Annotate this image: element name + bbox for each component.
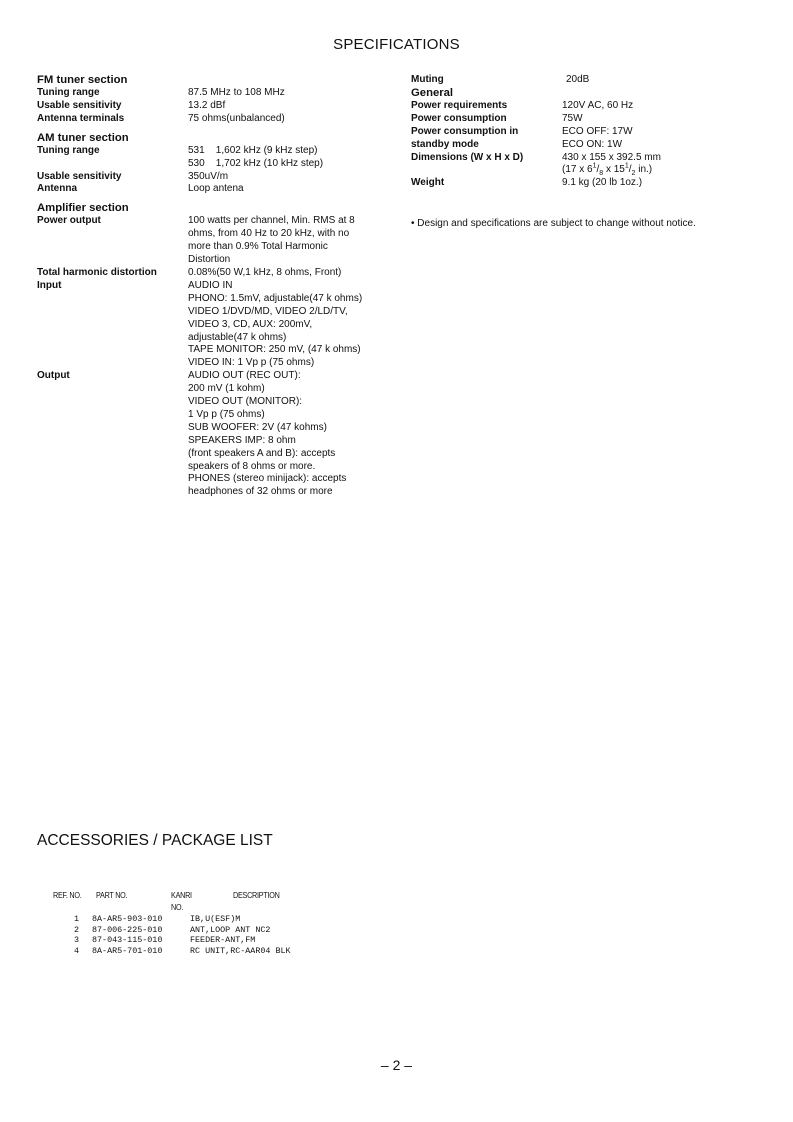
accessories-row <box>50 914 350 925</box>
am-rows <box>37 145 387 197</box>
spec-value-line: 0.08%(50 W,1 kHz, 8 ohms, Front) <box>188 266 342 278</box>
dim-frac-num: 1 <box>592 163 597 171</box>
spec-value-line: ohms, from 40 Hz to 20 kHz, with no <box>188 228 350 240</box>
spec-value: 20dB <box>566 74 590 85</box>
description-cell: ANT,LOOP ANT NC2 <box>190 924 271 935</box>
ref-no-cell: 4 <box>74 945 80 956</box>
spec-label: Input <box>37 279 62 291</box>
spec-value-line: 350uV/m <box>188 170 229 182</box>
dim-in-part: x 15 <box>603 164 625 176</box>
ref-no-cell: 3 <box>74 935 80 945</box>
spec-value-line: ECO OFF: 17W <box>562 125 633 137</box>
dim-frac-den: 8 <box>599 170 604 178</box>
spec-value <box>562 113 747 126</box>
ref-no-cell: 2 <box>74 924 80 935</box>
spec-value-line: (front speakers A and B): accepts <box>188 447 336 459</box>
spec-value-line: 75W <box>562 112 583 124</box>
ref-no-cell: 1 <box>74 914 80 924</box>
spec-label: standby mode <box>411 138 479 150</box>
part-no-cell: 8A-AR5-903-010 <box>92 914 163 924</box>
spec-value <box>188 183 383 196</box>
spec-row-dimensions <box>411 152 751 178</box>
spec-label: Power consumption in <box>411 125 519 137</box>
spec-row <box>37 183 387 196</box>
spec-label: Antenna <box>37 183 77 195</box>
spec-value-line: PHONES (stereo minijack): accepts <box>188 473 347 485</box>
spec-value-line: 100 watts per channel, Min. RMS at 8 <box>188 215 355 227</box>
spec-value-line: AUDIO OUT (REC OUT): <box>188 370 301 382</box>
spec-value-line: PHONO: 1.5mV, adjustable(47 k ohms) <box>188 292 363 304</box>
spec-value-line: 531 1,602 kHz (9 kHz step) <box>188 144 318 156</box>
accessories-row <box>50 935 350 946</box>
spec-row <box>37 113 387 126</box>
spec-value <box>188 100 383 113</box>
spec-value <box>188 215 383 267</box>
amplifier-section-heading: Amplifier section <box>37 202 129 215</box>
general-rows <box>411 100 751 152</box>
spec-value-line: Loop antena <box>188 183 244 195</box>
spec-value-line: 13.2 dBf <box>188 99 226 111</box>
spec-value-line: AUDIO IN <box>188 279 233 291</box>
spec-value <box>188 113 383 126</box>
accessories-title: ACCESSORIES / PACKAGE LIST <box>37 832 273 849</box>
dimensions-mm: 430 x 155 x 392.5 mm <box>562 151 661 163</box>
spec-label: Power output <box>37 215 101 227</box>
spec-value-line: VIDEO 1/DVD/MD, VIDEO 2/LD/TV, <box>188 305 348 317</box>
spec-value-line: 87.5 MHz to 108 MHz <box>188 87 285 98</box>
spec-value-line: 120V AC, 60 Hz <box>562 99 634 111</box>
spec-value <box>188 87 383 100</box>
dim-frac-den: 2 <box>631 170 636 178</box>
description-cell: FEEDER-ANT,FM <box>190 935 256 945</box>
accessories-row <box>50 946 350 957</box>
accessories-row <box>50 925 350 936</box>
spec-label: Weight <box>411 177 445 189</box>
spec-value-line: more than 0.9% Total Harmonic <box>188 241 328 253</box>
dim-frac-num: 1 <box>624 163 629 171</box>
spec-row <box>37 267 387 280</box>
spec-value <box>562 152 747 178</box>
spec-value <box>188 267 383 280</box>
accessories-rows <box>50 914 350 956</box>
spec-value <box>188 280 383 370</box>
spec-label: Total harmonic distortion <box>37 266 157 278</box>
spec-value <box>188 370 383 499</box>
spec-row <box>411 139 751 152</box>
spec-value <box>562 100 747 113</box>
spec-row <box>411 113 751 126</box>
header-part-no: PART NO. <box>96 890 128 900</box>
spec-label: Dimensions (W x H x D) <box>411 151 524 163</box>
spec-row <box>37 280 387 370</box>
spec-row <box>37 145 387 171</box>
spec-row <box>37 215 387 267</box>
spec-row <box>37 370 387 499</box>
accessories-table <box>50 890 350 956</box>
spec-label: Power consumption <box>411 112 507 124</box>
fm-section-heading: FM tuner section <box>37 74 128 86</box>
spec-value: 9.1 kg (20 lb 1oz.) <box>562 177 643 189</box>
am-section-heading: AM tuner section <box>37 131 129 144</box>
spec-value <box>562 139 747 152</box>
spec-value <box>188 171 383 184</box>
dim-in-part: (17 x 6 <box>562 164 593 176</box>
left-spec-column <box>37 74 387 499</box>
page-title: SPECIFICATIONS <box>333 36 460 53</box>
part-no-cell: 8A-AR5-701-010 <box>92 945 163 956</box>
spec-value-line: Distortion <box>188 254 231 266</box>
spec-label: Power requirements <box>411 99 508 111</box>
header-kanri-no: NO. <box>171 902 184 912</box>
description-cell: IB,U(ESF)M <box>190 914 241 924</box>
spec-row <box>411 100 751 113</box>
spec-row <box>37 100 387 113</box>
right-spec-column <box>411 74 751 231</box>
spec-value-line: headphones of 32 ohms or more <box>188 486 333 498</box>
accessories-header-row <box>50 890 350 914</box>
spec-value-line: VIDEO OUT (MONITOR): <box>188 396 303 408</box>
spec-row <box>411 126 751 139</box>
header-kanri: KANRI <box>171 890 192 900</box>
header-description: DESCRIPTION <box>233 890 280 900</box>
part-no-cell: 87-043-115-010 <box>92 935 163 945</box>
spec-value-line: 530 1,702 kHz (10 kHz step) <box>188 157 324 169</box>
spec-value-line: adjustable(47 k ohms) <box>188 331 287 343</box>
spec-value <box>562 126 747 139</box>
spec-value-line: 1 Vp p (75 ohms) <box>188 408 265 420</box>
spec-label: Tuning range <box>37 87 100 98</box>
general-section-heading: General <box>411 86 454 99</box>
spec-label: Tuning range <box>37 144 100 156</box>
spec-row-muting <box>411 74 751 87</box>
spec-label: Antenna terminals <box>37 112 125 124</box>
spec-value-line: 200 mV (1 kohm) <box>188 383 265 395</box>
amplifier-rows <box>37 215 387 499</box>
spec-value-line: TAPE MONITOR: 250 mV, (47 k ohms) <box>188 344 361 356</box>
dimensions-inches: (17 x $6^1/_8$ x $15^1/_2$ in.) <box>562 163 653 178</box>
spec-row <box>37 171 387 184</box>
spec-value-line: SPEAKERS IMP: 8 ohm <box>188 434 296 446</box>
spec-label: Muting <box>411 74 444 85</box>
spec-value-line: ECO ON: 1W <box>562 138 623 150</box>
spec-row <box>37 87 387 100</box>
spec-value <box>188 145 383 171</box>
spec-label: Usable sensitivity <box>37 170 122 182</box>
spec-change-note: • Design and specifications are subject to change without notice. <box>411 218 696 230</box>
spec-row-weight <box>411 177 751 190</box>
spec-value-line: VIDEO IN: 1 Vp p (75 ohms) <box>188 357 315 369</box>
spec-value-line: 75 ohms(unbalanced) <box>188 112 285 124</box>
dim-in-part: in.) <box>635 164 653 176</box>
fm-rows <box>37 87 387 126</box>
page-number: – 2 – <box>380 1057 413 1073</box>
spec-value-line: VIDEO 3, CD, AUX: 200mV, <box>188 318 313 330</box>
header-ref-no: REF. NO. <box>53 890 82 900</box>
spec-value-line: SUB WOOFER: 2V (47 kohms) <box>188 421 327 433</box>
spec-label: Output <box>37 370 70 382</box>
spec-label: Usable sensitivity <box>37 99 122 111</box>
spec-value-line: speakers of 8 ohms or more. <box>188 460 316 472</box>
part-no-cell: 87-006-225-010 <box>92 924 163 935</box>
description-cell: RC UNIT,RC-AAR04 BLK <box>190 945 291 956</box>
